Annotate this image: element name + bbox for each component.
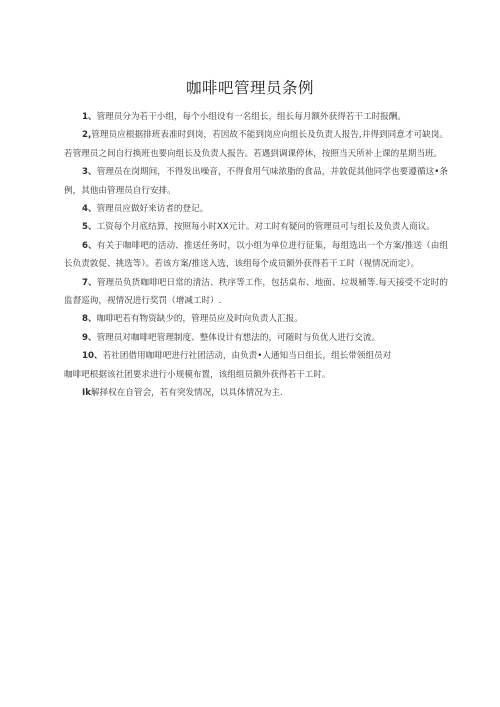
paragraph-8 [64,310,448,328]
paragraph-7 [64,274,448,311]
paragraph-number: Ik [82,388,91,399]
paragraph-text: 管理员在岗期间，不得发出噪音，不得食用气味浓脂的食品，并敦促其他同学也要遵循这•条例，其他由管理员自行安排。 [64,167,448,196]
paragraph-6 [64,237,448,274]
paragraph-number: 5、 [82,222,97,233]
paragraph-number: 6、 [82,240,97,251]
paragraph-1 [64,108,448,126]
paragraph-number: 2, [82,130,92,141]
paragraph-4 [64,200,448,218]
paragraph-2 [64,126,448,163]
paragraph-number: 3、 [82,167,97,178]
paragraph-3 [64,163,448,200]
paragraph-10 [64,347,448,365]
document-body [64,108,448,403]
paragraph-5 [64,218,448,236]
paragraph-9 [64,329,448,347]
paragraph-text: 解择权在自管会，若有突发情况，以具体情况为主. [90,388,283,399]
document-title: 咖啡吧管理员条例 [185,79,314,97]
paragraph-text: 有关于咖啡吧的活动、推送任务时，以小组为单位进行征集，每组选出一个方案/推送（由组长负责敦促、挑选等）。若该方案/推送入选，该组每个成员额外获得若干工时（视情况而定）。 [64,240,448,270]
paragraph-text: 管理员负货咖啡吧日常的清洁、秩序等工作，包括桌布、地面、垃圾桶等.每天接受不定时的监督巡询，视情况进行奖罚（增减工时）. [64,277,448,307]
paragraph-10-continued [64,366,448,384]
paragraph-text: 管理员应做好来访者的登记。 [96,204,209,215]
paragraph-text: 管理员应根据排班表准时到岗，若因故不能到岗应向组长及负责人报告,并得到同意才可缺岗。若管理员之间自行换班也要向组长及负责人报告。若遇到调课停休，按照当天所补上课的星期当班。 [64,130,448,159]
paragraph-text: 咖啡吧若有物资缺少的，管理员应及时向负责人汇报。 [96,314,303,325]
paragraph-text: 工资每个月底结算，按照每小时XX元计。对工时有疑问的管理员可与组长及负责人商议。 [96,222,435,233]
paragraph-text: 管理员对咖啡吧管理制度、整体设计有想法的，可随时与负优人进行交流。 [96,332,381,343]
paragraph-number: 9、 [82,332,97,343]
paragraph-number: 4、 [82,204,97,215]
paragraph-number: 1、 [82,112,97,122]
paragraph-number: 10、 [82,351,103,362]
paragraph-number: 8、 [82,314,97,325]
paragraph-text: 咖啡吧根据该社团要求进行小规模布置，该组组员额外获得若干工时。 [64,369,331,380]
paragraph-11 [64,384,448,402]
paragraph-number: 7、 [82,277,97,288]
paragraph-text: 管理员分为若干小组，每个小组设有一名组长，组长每月额外获得若干工时报酬。 [96,112,406,122]
paragraph-text: 若社团借用咖啡吧进行社团活动，由负责•人通知当日组长，组长带领组员对 [102,351,392,362]
